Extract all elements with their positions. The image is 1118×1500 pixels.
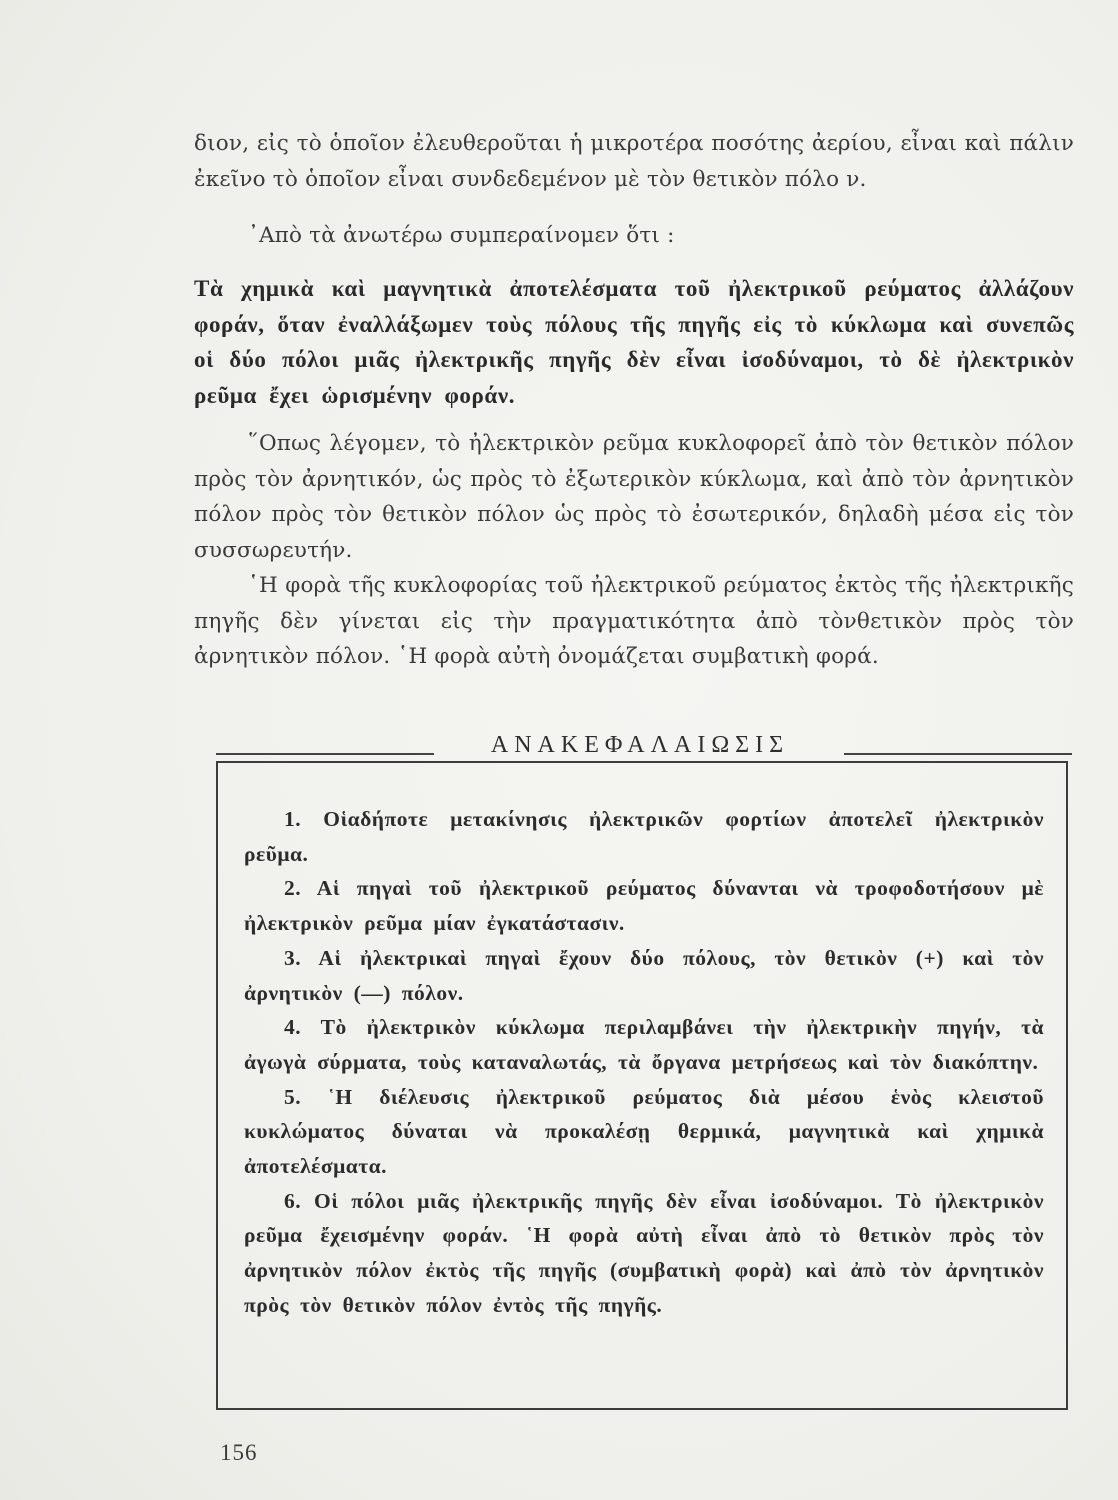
summary-item: 5. ῾Η διέλευσις ἠλεκτρικοῦ ρεύματος διὰ μέσου ἑνὸς κλειστοῦ κυκλώματος δύναται νὰ προκαλέσῃ θερμικά, μαγνητικὰ καὶ χημικὰ ἀποτελέσματα.	[244, 1084, 1044, 1179]
page-number: 156	[220, 1440, 258, 1465]
paragraph-conventional-direction: ῾Η φορὰ τῆς κυκλοφορίας τοῦ ἠλεκτρικοῦ ρεύματος ἐκτὸς τῆς ἠλεκτρικῆς πηγῆς δὲν γίνεται εἰς τὴν πραγματικότητα ἀπὸ τὸνθετικὸν πρὸς τὸν ἀρνητικὸν πόλον. ῾Η φορὰ αὐτὴ ὀνομάζεται συμβατικὴ φορά.	[194, 573, 1074, 670]
summary-item: 6. Οἱ πόλοι μιᾶς ἠλεκτρικῆς πηγῆς δὲν εἶναι ἰσοδύναμοι. Τὸ ἠλεκτρικὸν ρεῦμα ἔχεισμένην φοράν. ῾Η φορὰ αὐτὴ εἶναι ἀπὸ τὸ θετικὸν πρὸς τὸν ἀρνητικὸν πόλον ἐκτὸς τῆς πηγῆς (συμβατικὴ φορὰ) καὶ ἀπὸ τὸν ἀρνητικὸν πρὸς τὸν θετικὸν πόλον ἐντὸς τῆς πηγῆς.	[244, 1188, 1044, 1317]
summary-title: ΑΝΑΚΕΦΑΛΑΙΩΣΙΣ	[490, 732, 790, 758]
summary-box	[216, 761, 1068, 1410]
summary-heading	[216, 732, 1072, 762]
summary-item: 4. Τὸ ἠλεκτρικὸν κύκλωμα περιλαμβάνει τὴν ἠλεκτρικὴν πηγήν, τὰ ἀγωγὰ σύρματα, τοὺς καταναλωτάς, τὰ ὄργανα μετρήσεως καὶ τὸν διακόπτην.	[244, 1015, 1044, 1074]
paragraph-bold-conclusion: Τὰ χημικὰ καὶ μαγνητικὰ ἀποτελέσματα τοῦ ἠλεκτρικοῦ ρεύματος ἀλλάζουν φοράν, ὅταν ἐναλλάξωμεν τοὺς πόλους τῆς πηγῆς εἰς τὸ κύκλωμα καὶ συνεπῶς οἱ δύο πόλοι μιᾶς ἠλεκτρικῆς πηγῆς δὲν εἶναι ἰσοδύναμοι, τὸ δὲ ἠλεκτρικὸν ρεῦμα ἔχει ὡρισμένην φοράν.	[194, 276, 1074, 408]
paragraph-current-direction: ῞Οπως λέγομεν, τὸ ἠλεκτρικὸν ρεῦμα κυκλοφορεῖ ἀπὸ τὸν θετικὸν πόλον πρὸς τὸν ἀρνητικόν, ὡς πρὸς τὸ ἐξωτερικὸν κύκλωμα, καὶ ἀπὸ τὸν ἀρνητικὸν πόλον πρὸς τὸν θετικὸν πόλον ὡς πρὸς τὸ ἐσωτερικόν, δηλαδὴ μέσα εἰς τὸν συσσωρευτήν.	[194, 431, 1074, 563]
paragraph-conclusion-intro: ᾿Απὸ τὰ ἀνωτέρω συμπεραίνομεν ὅτι :	[248, 223, 675, 248]
summary-list	[244, 802, 1044, 1323]
paragraph-continuation: διον, εἰς τὸ ὁποῖον ἐλευθεροῦται ἡ μικροτέρα ποσότης ἀερίου, εἶναι καὶ πάλιν ἐκεῖνο τὸ ὁποῖον εἶναι συνδεδεμένον μὲ τὸν θετικὸν πόλο ν.	[194, 131, 1074, 192]
summary-item: 1. Οἱαδήποτε μετακίνησις ἠλεκτρικῶν φορτίων ἀποτελεῖ ἠλεκτρικὸν ρεῦμα.	[244, 807, 1044, 866]
summary-item: 2. Αἱ πηγαὶ τοῦ ἠλεκτρικοῦ ρεύματος δύνανται νὰ τροφοδοτήσουν μὲ ἠλεκτρικὸν ρεῦμα μίαν ἐγκατάστασιν.	[244, 876, 1044, 936]
heading-rule-left	[216, 753, 434, 755]
summary-item: 3. Αἱ ἠλεκτρικαὶ πηγαὶ ἔχουν δύο πόλους, τὸν θετικὸν (+) καὶ τὸν ἀρνητικὸν (—) πόλον.	[244, 945, 1044, 1005]
heading-rule-right	[844, 753, 1072, 755]
